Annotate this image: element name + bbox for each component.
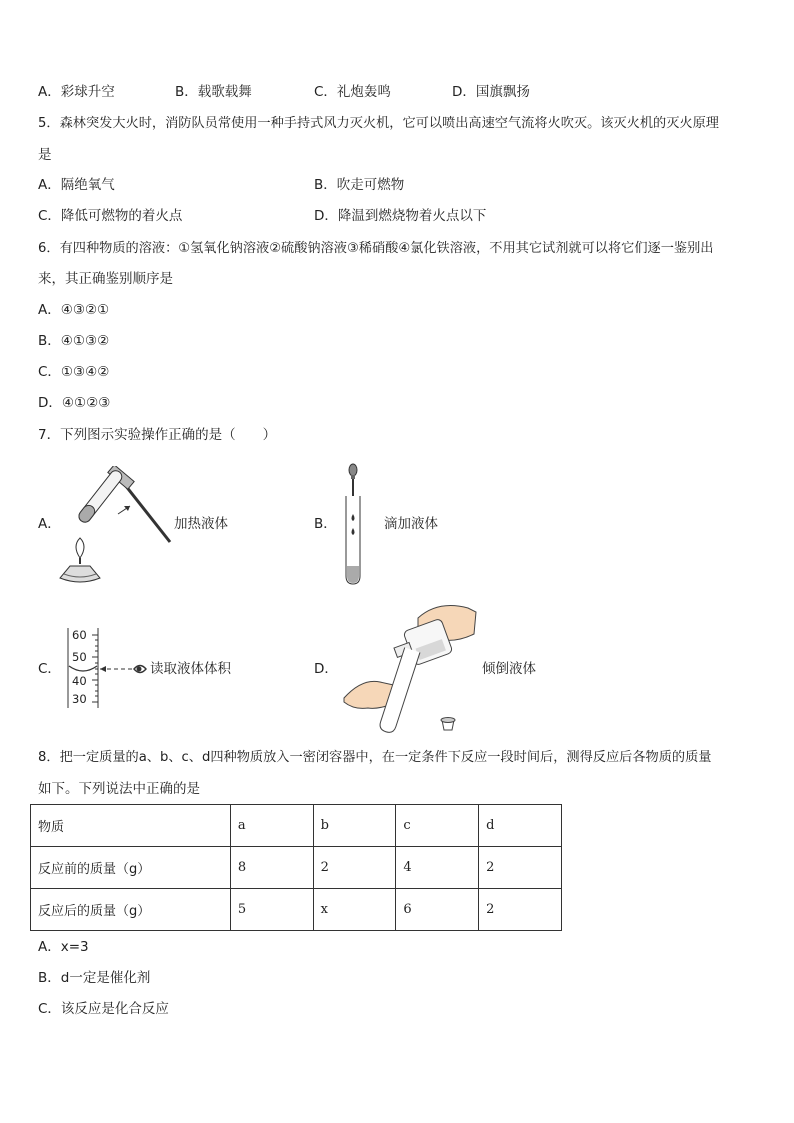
q6-stem: 6．有四种物质的溶液：①氢氧化钠溶液②硫酸钠溶液③稀硝酸④氯化铁溶液，不用其它试剂就可以将它们逐一鉴别出 (38, 241, 714, 256)
q5-option-a: A．隔绝氧气 (38, 177, 115, 193)
q5-option-b: B．吹走可燃物 (314, 177, 405, 193)
table-cell: 4 (396, 847, 479, 889)
cylinder-tick-60: 60 (72, 628, 87, 642)
table-cell: x (313, 889, 396, 931)
q7-option-b-letter: B． (314, 516, 337, 532)
table-cell: 5 (230, 889, 313, 931)
cylinder-tick-30: 30 (72, 692, 87, 706)
table-row (31, 889, 562, 931)
table-cell: d (479, 805, 562, 847)
q7-option-a-label: 加热液体 (174, 516, 228, 532)
table-cell: 物质 (31, 805, 231, 847)
q6-stem-cont: 来，其正确鉴别顺序是 (38, 271, 173, 287)
q7-option-c-label: 读取液体体积 (150, 661, 231, 677)
table-cell: c (396, 805, 479, 847)
q6-option-b: B．④①③② (38, 333, 110, 349)
table-cell: b (313, 805, 396, 847)
q7-option-d-letter: D． (314, 661, 338, 677)
q7-stem: 7．下列图示实验操作正确的是（ ） (38, 427, 277, 443)
table-cell: 2 (479, 889, 562, 931)
table-cell: 反应后的质量（g） (31, 889, 231, 931)
cylinder-tick-40: 40 (72, 674, 87, 688)
cylinder-tick-50: 50 (72, 650, 87, 664)
q5-stem-cont: 是 (38, 147, 52, 163)
table-cell: 2 (479, 847, 562, 889)
q8-option-b: B．d一定是催化剂 (38, 970, 151, 986)
q4-option-b: B．载歌载舞 (175, 84, 252, 100)
q8-stem: 8．把一定质量的a、b、c、d四种物质放入一密闭容器中，在一定条件下反应一段时间后，测得反应后各物质的质量 (38, 750, 712, 765)
q7-option-d-label: 倾倒液体 (482, 661, 536, 677)
q5-stem: 5．森林突发大火时，消防队员常使用一种手持式风力灭火机，它可以喷出高速空气流将火吹灭。该灭火机的灭火原理 (38, 116, 719, 131)
table-row (31, 805, 562, 847)
q8-option-a: A．x=3 (38, 939, 89, 955)
q6-option-c: C．①③④② (38, 364, 110, 380)
q5-option-d: D．降温到燃烧物着火点以下 (314, 208, 487, 224)
table-cell: 反应前的质量（g） (31, 847, 231, 889)
q6-option-a: A．④③②① (38, 302, 110, 318)
q4-option-c: C．礼炮轰鸣 (314, 84, 391, 100)
pouring-liquid-figure (338, 598, 478, 736)
table-cell: 6 (396, 889, 479, 931)
q8-option-c: C．该反应是化合反应 (38, 1001, 169, 1017)
q4-option-a: A．彩球升空 (38, 84, 115, 100)
dropping-liquid-figure (338, 462, 368, 588)
table-cell: a (230, 805, 313, 847)
q6-option-d: D．④①②③ (38, 395, 111, 411)
q5-option-c: C．降低可燃物的着火点 (38, 208, 183, 224)
table-row (31, 847, 562, 889)
q8-stem-cont: 如下。下列说法中正确的是 (38, 781, 200, 797)
table-cell: 2 (313, 847, 396, 889)
heating-liquid-figure (58, 466, 174, 584)
q4-option-d: D．国旗飘扬 (452, 84, 530, 100)
q7-option-a-letter: A． (38, 516, 61, 532)
q7-option-b-label: 滴加液体 (384, 516, 438, 532)
q7-option-c-letter: C． (38, 661, 61, 677)
mass-table (30, 804, 562, 931)
table-cell: 8 (230, 847, 313, 889)
